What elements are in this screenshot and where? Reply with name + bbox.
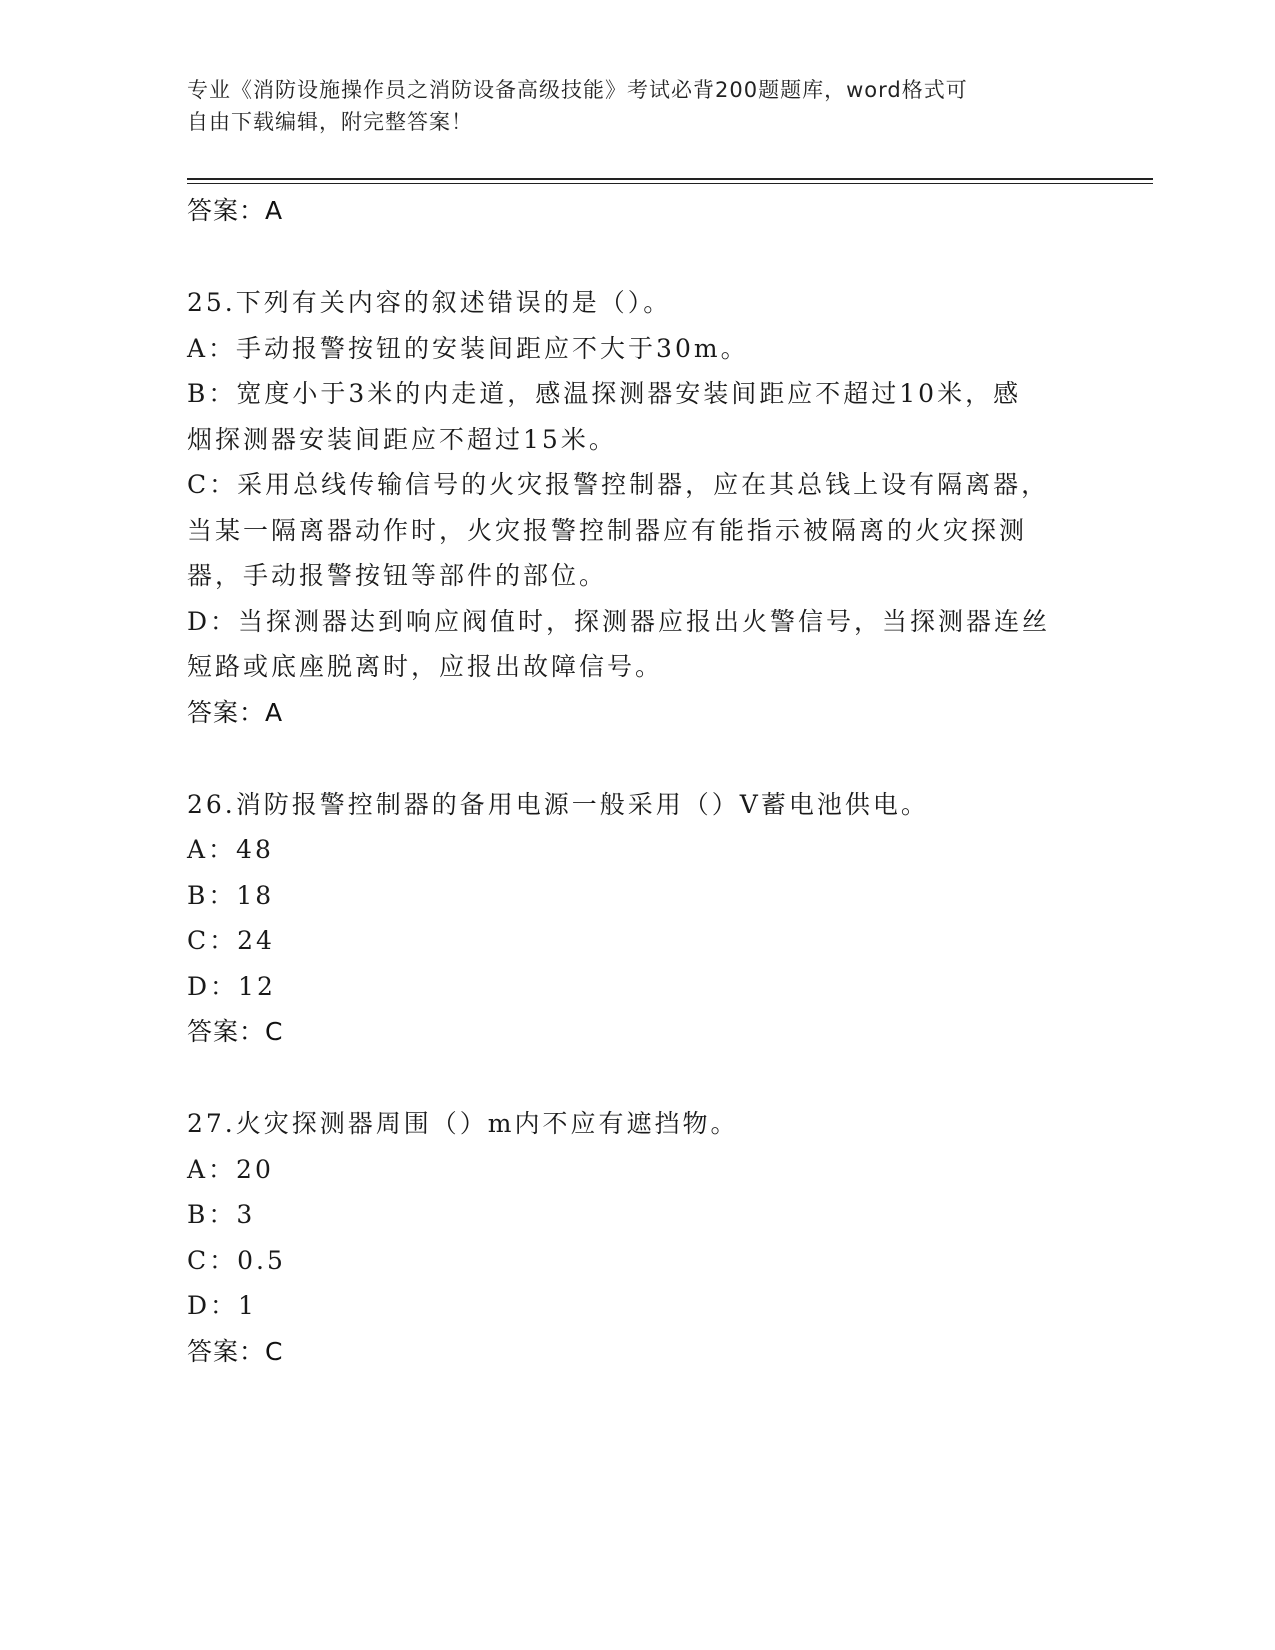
option-c: C：0.5 bbox=[187, 1245, 286, 1275]
header-line-2: 自由下载编辑，附完整答案！ bbox=[187, 110, 473, 134]
option-d: D：1 bbox=[187, 1291, 257, 1320]
previous-answer: 答案：A bbox=[187, 196, 284, 225]
header-line-1: 专业《消防设施操作员之消防设备高级技能》考试必背200题题库，word格式可 bbox=[187, 78, 968, 102]
question-27 bbox=[187, 1101, 1087, 1375]
option-line: C：采用总线传输信号的火灾报警控制器，应在其总钱上设有隔离器， bbox=[187, 470, 1050, 499]
header-divider-thick bbox=[187, 178, 1153, 180]
option-b bbox=[187, 371, 1087, 462]
option-line: 短路或底座脱离时，应报出故障信号。 bbox=[187, 652, 664, 681]
document-header bbox=[187, 74, 1067, 138]
question-text: 27.火灾探测器周围（）m内不应有遮挡物。 bbox=[187, 1109, 739, 1138]
answer: 答案：C bbox=[187, 1336, 284, 1366]
document-body bbox=[187, 188, 1087, 1375]
option-c bbox=[187, 462, 1087, 599]
option-c: C：24 bbox=[187, 926, 275, 955]
question-25 bbox=[187, 280, 1087, 736]
option-d bbox=[187, 599, 1087, 690]
option-b: B：18 bbox=[187, 880, 275, 910]
question-text: 26.消防报警控制器的备用电源一般采用（）V蓄电池供电。 bbox=[187, 789, 929, 819]
option-d: D：12 bbox=[187, 971, 276, 1001]
option-a bbox=[187, 326, 1087, 372]
answer: 答案：A bbox=[187, 697, 284, 727]
option-a: A：48 bbox=[187, 835, 274, 864]
option-a: A：20 bbox=[187, 1154, 274, 1184]
question-text: 25.下列有关内容的叙述错误的是（）。 bbox=[187, 288, 672, 317]
option-line: 器，手动报警按钮等部件的部位。 bbox=[187, 561, 608, 590]
option-line: 当某一隔离器动作时，火灾报警控制器应有能指示被隔离的火灾探测 bbox=[187, 515, 1028, 545]
option-b: B：3 bbox=[187, 1200, 256, 1229]
header-divider-thin bbox=[187, 183, 1153, 184]
option-line: D：当探测器达到响应阀值时，探测器应报出火警信号，当探测器连丝 bbox=[187, 606, 1051, 636]
option-line: B：宽度小于3米的内走道，感温探测器安装间距应不超过10米，感 bbox=[187, 379, 1022, 408]
question-26 bbox=[187, 782, 1087, 1056]
answer: 答案：C bbox=[187, 1017, 284, 1046]
option-line: A：手动报警按钮的安装间距应不大于30m。 bbox=[187, 333, 749, 363]
option-line: 烟探测器安装间距应不超过15米。 bbox=[187, 424, 617, 454]
